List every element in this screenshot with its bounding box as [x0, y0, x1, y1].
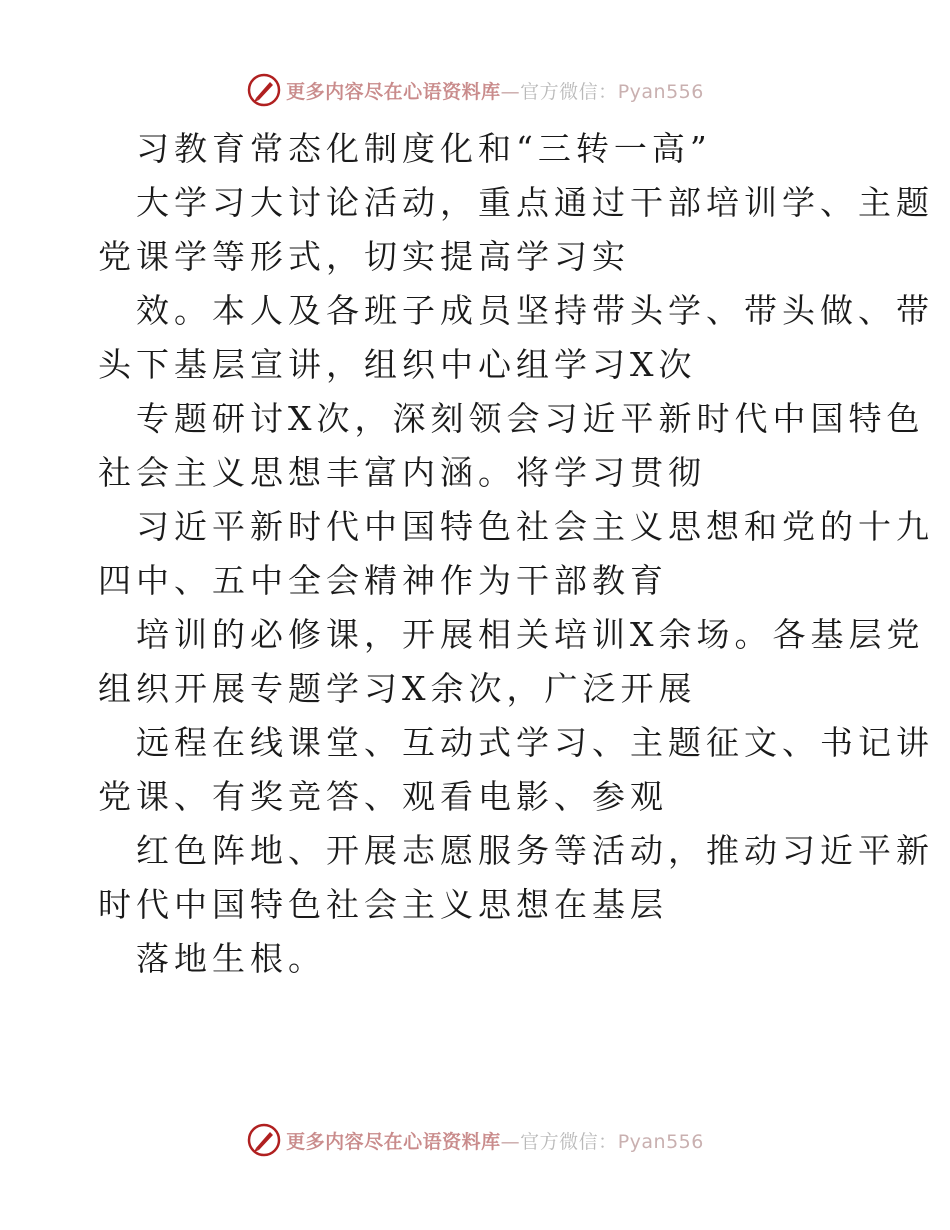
body-line-10: 培训的必修课，开展相关培训X余场。各基层党	[136, 615, 925, 654]
body-line-5: 头下基层宣讲，组织中心组学习X次	[98, 345, 697, 384]
watermark-handle: Pyan556	[617, 80, 704, 103]
watermark-wechat-label: 官方微信：	[520, 80, 618, 103]
body-line-9: 四中、五中全会精神作为干部教育	[98, 561, 668, 600]
watermark-separator: —	[500, 80, 521, 103]
body-line-14: 红色阵地、开展志愿服务等活动，推动习近平新	[136, 831, 934, 870]
watermark-handle: Pyan556	[617, 1130, 704, 1153]
quill-pen-icon	[246, 72, 282, 108]
body-line-11: 组织开展专题学习X余次，广泛开展	[98, 669, 697, 708]
body-line-2: 大学习大讨论活动，重点通过干部培训学、主题	[136, 183, 934, 222]
body-line-15: 时代中国特色社会主义思想在基层	[98, 885, 668, 924]
body-line-6: 专题研讨X次，深刻领会习近平新时代中国特色	[136, 399, 925, 438]
document-body	[98, 122, 934, 986]
body-line-1: 习教育常态化制度化和“三转一高”	[136, 129, 712, 168]
watermark-brand: 更多内容尽在心语资料库	[286, 80, 501, 103]
footer-watermark	[0, 1120, 950, 1160]
body-line-3: 党课学等形式，切实提高学习实	[98, 237, 630, 276]
quill-pen-icon	[246, 1122, 282, 1158]
watermark-separator: —	[500, 1130, 521, 1153]
header-watermark	[0, 70, 950, 110]
body-line-8: 习近平新时代中国特色社会主义思想和党的十九	[136, 507, 934, 546]
watermark-brand: 更多内容尽在心语资料库	[286, 1130, 501, 1153]
body-line-7: 社会主义思想丰富内涵。将学习贯彻	[98, 453, 706, 492]
watermark-text	[286, 77, 704, 104]
watermark-text	[286, 1127, 704, 1154]
body-line-4: 效。本人及各班子成员坚持带头学、带头做、带	[136, 291, 934, 330]
watermark-wechat-label: 官方微信：	[520, 1130, 618, 1153]
body-line-12: 远程在线课堂、互动式学习、主题征文、书记讲	[136, 723, 934, 762]
body-line-16: 落地生根。	[136, 939, 326, 978]
body-line-13: 党课、有奖竞答、观看电影、参观	[98, 777, 668, 816]
